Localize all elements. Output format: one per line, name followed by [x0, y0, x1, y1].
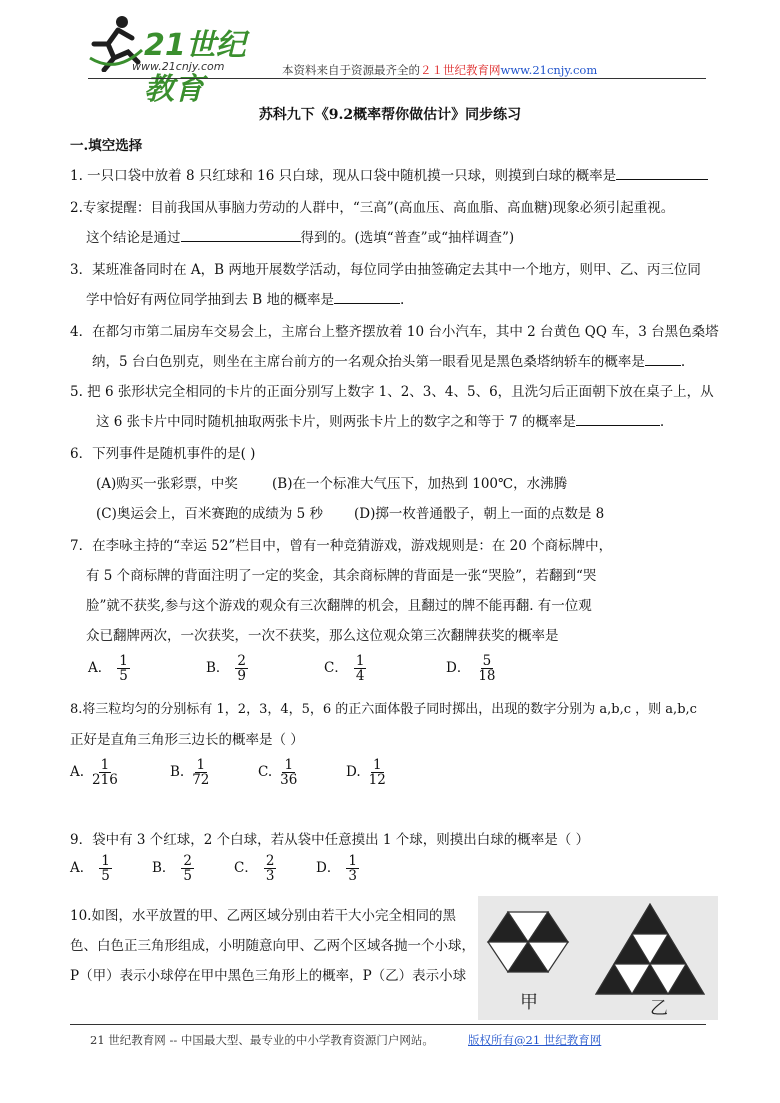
option-label: A.: [70, 764, 85, 781]
answer-blank: [181, 228, 301, 242]
option-fraction: [190, 758, 211, 787]
figure-label-yi: 乙: [650, 998, 668, 1019]
question-9-option-a: [70, 854, 112, 883]
question-8-option-b: [170, 758, 211, 787]
question-1: [70, 164, 708, 184]
question-9: 9．袋中有 3 个红球，2 个白球，若从袋中任意摸出 1 个球，则摸出白球的概率是（ ）: [70, 832, 590, 848]
fraction-denominator: 12: [368, 772, 386, 789]
question-5-text: 这 6 张卡片中同时随机抽取两张卡片，则两张卡片上的数字之和等于 7 的概率是: [96, 414, 576, 430]
option-label: B．: [206, 660, 230, 677]
footer-text: 21 世纪教育网 -- 中国最大型、最专业的中小学教育资源门户网站。: [90, 1033, 434, 1047]
fraction-denominator: 36: [280, 772, 298, 789]
option-fraction: [117, 654, 130, 683]
site-logo: [88, 14, 268, 107]
question-8: 8.将三粒均匀的分别标有 1，2，3，4，5，6 的正六面体骰子同时掷出，出现的数字分别为 a,b,c ，则 a,b,c: [70, 702, 697, 717]
fraction-denominator: 5: [119, 668, 128, 685]
option-label: D.: [346, 764, 361, 781]
option-fraction: [367, 758, 388, 787]
logo-text: 21世纪教育: [144, 28, 246, 107]
question-7-option-b: [206, 654, 248, 683]
option-label: B.: [170, 764, 185, 781]
fraction-numerator: 1: [348, 853, 357, 869]
answer-blank: [576, 412, 660, 426]
region-jia: [488, 912, 568, 972]
fraction-denominator: 9: [237, 668, 247, 685]
question-6-option-a: (A)购买一张彩票，中奖: [96, 476, 238, 492]
question-6: 6．下列事件是随机事件的是( ): [70, 446, 256, 462]
question-3: 3．某班准备同时在 A，B 两地开展数学活动，每位同学由抽签确定去其中一个地方，则甲、乙、丙三位同: [70, 262, 701, 278]
section-heading: 一.填空选择: [70, 138, 143, 154]
question-7: 7．在李咏主持的“幸运 52”栏目中，曾有一种竞猜游戏，游戏规则是：在 20 个商标牌中，: [70, 538, 613, 554]
figure-label-jia: 甲: [520, 992, 538, 1013]
fraction-denominator: 3: [348, 868, 357, 885]
question-7-line-3: 脸”就不获奖,参与这个游戏的观众有三次翻牌的机会，且翻过的牌不能再翻. 有一位观: [86, 598, 592, 614]
triangle-figure: [478, 896, 718, 1020]
question-7-option-d: [446, 654, 498, 683]
fraction-numerator: 1: [372, 757, 382, 773]
header-note: [282, 62, 597, 78]
option-label: C．: [324, 660, 348, 677]
option-fraction: [346, 854, 359, 883]
option-fraction: [181, 854, 194, 883]
question-2: 2.专家提醒：目前我国从事脑力劳动的人群中，“三高”(高血压、高血脂、高血糖)现象必须引起重视。: [70, 200, 675, 216]
logo-url: www.21cnjy.com: [132, 60, 225, 73]
question-10-line-3: P（甲）表示小球停在甲中黑色三角形上的概率，P（乙）表示小球: [70, 968, 467, 984]
option-label: D．: [446, 660, 471, 677]
question-8-option-c: [258, 758, 299, 787]
question-7-option-a: [88, 654, 130, 683]
question-4-line-2: 纳，5 台白色别克，则坐在主席台前方的一名观众抬头第一眼看见是黑色桑塔纳轿车的概率是 .: [92, 354, 686, 370]
fraction-denominator: 216: [92, 772, 118, 789]
answer-blank: [334, 290, 400, 304]
option-fraction: [278, 758, 299, 787]
question-8-option-d: [346, 758, 388, 787]
option-fraction: [264, 854, 277, 883]
fraction-numerator: 5: [482, 653, 492, 669]
question-1-text: 1. 一只口袋中放着 8 只红球和 16 只白球，现从口袋中随机摸一只球，则摸到白球的概率是: [70, 168, 617, 184]
option-label: D．: [316, 860, 341, 877]
option-fraction: [90, 758, 120, 787]
question-5-line-2: 这 6 张卡片中同时随机抽取两张卡片，则两张卡片上的数字之和等于 7 的概率是 .: [96, 414, 665, 430]
header-divider: [88, 78, 706, 79]
answer-blank: [616, 166, 708, 180]
header-note-prefix: 本资料来自于资源最齐全的: [282, 63, 420, 77]
fraction-denominator: 4: [355, 668, 365, 685]
fraction-numerator: 1: [119, 653, 128, 669]
fraction-numerator: 2: [183, 853, 193, 869]
option-fraction: [354, 654, 367, 683]
fraction-numerator: 1: [100, 757, 110, 773]
fraction-denominator: 72: [192, 772, 210, 789]
question-6-option-b: (B)在一个标准大气压下，加热到 100℃，水沸腾: [272, 476, 568, 492]
question-2-text-post: 得到的。(选填“普查”或“抽样调查”): [300, 230, 515, 246]
question-8-line-2: 正好是直角三角形三边长的概率是（ ）: [70, 732, 304, 748]
fraction-numerator: 1: [284, 757, 294, 773]
fraction-denominator: 18: [478, 668, 496, 685]
question-9-option-d: [316, 854, 359, 883]
option-fraction: [99, 854, 112, 883]
question-4-text: 纳，5 台白色别克，则坐在主席台前方的一名观众抬头第一眼看见是黑色桑塔纳轿车的概率是: [92, 354, 645, 370]
question-6-option-c: (C)奥运会上，百米赛跑的成绩为 5 秒: [96, 506, 324, 522]
question-2-text-pre: 这个结论是通过: [86, 230, 181, 246]
header-note-url[interactable]: www.21cnjy.com: [500, 63, 598, 77]
question-4: 4．在都匀市第二届房车交易会上，主席台上整齐摆放着 10 台小汽车，其中 2 台黄色 QQ 车，3 台黑色桑塔: [70, 324, 719, 340]
footer-copyright-link[interactable]: 版权所有@21 世纪教育网: [468, 1033, 602, 1047]
question-7-line-2: 有 5 个商标牌的背面注明了一定的奖金，其余商标牌的背面是一张“哭脸”，若翻到“哭: [86, 568, 597, 584]
option-fraction: [476, 654, 497, 683]
option-label: C．: [234, 860, 258, 877]
fraction-denominator: 5: [183, 868, 193, 885]
question-7-line-4: 众已翻牌两次，一次获奖，一次不获奖，那么这位观众第三次翻牌获奖的概率是: [86, 628, 559, 644]
question-3-line-2: 学中恰好有两位同学抽到去 B 地的概率是 .: [86, 292, 405, 308]
fraction-numerator: 2: [237, 653, 247, 669]
header-note-site[interactable]: ２１世纪教育网: [420, 63, 501, 77]
option-fraction: [235, 654, 248, 683]
option-label: C.: [258, 764, 273, 781]
question-9-option-b: [152, 854, 194, 883]
region-yi: [596, 904, 704, 994]
question-9-option-c: [234, 854, 276, 883]
question-8-option-a: [70, 758, 120, 787]
question-10-line-2: 色、白色正三角形组成，小明随意向甲、乙两个区域各抛一个小球，: [70, 938, 475, 954]
fraction-numerator: 2: [265, 853, 275, 869]
question-6-option-d: (D)掷一枚普通骰子，朝上一面的点数是 8: [354, 506, 605, 522]
question-10: 10.如图，水平放置的甲、乙两区域分别由若干大小完全相同的黑: [70, 908, 456, 924]
triangle-regions-diagram: [478, 896, 718, 1020]
question-5: 5. 把 6 张形状完全相同的卡片的正面分别写上数字 1、2、3、4、5、6，且洗匀后正面朝下放在桌子上，从: [70, 384, 714, 400]
fraction-numerator: 1: [101, 853, 110, 869]
question-7-option-c: [324, 654, 366, 683]
option-label: A．: [70, 860, 94, 877]
page-title: 苏科九下《9.2概率帮你做估计》同步练习: [258, 107, 522, 123]
fraction-denominator: 5: [101, 868, 110, 885]
fraction-denominator: 3: [265, 868, 275, 885]
question-2-line-2: [86, 226, 514, 246]
footer-divider: [70, 1024, 706, 1025]
question-3-text: 学中恰好有两位同学抽到去 B 地的概率是: [86, 292, 335, 308]
answer-blank: [645, 352, 681, 366]
option-label: A．: [88, 660, 112, 677]
option-label: B．: [152, 860, 176, 877]
fraction-numerator: 1: [355, 653, 365, 669]
fraction-numerator: 1: [196, 757, 206, 773]
